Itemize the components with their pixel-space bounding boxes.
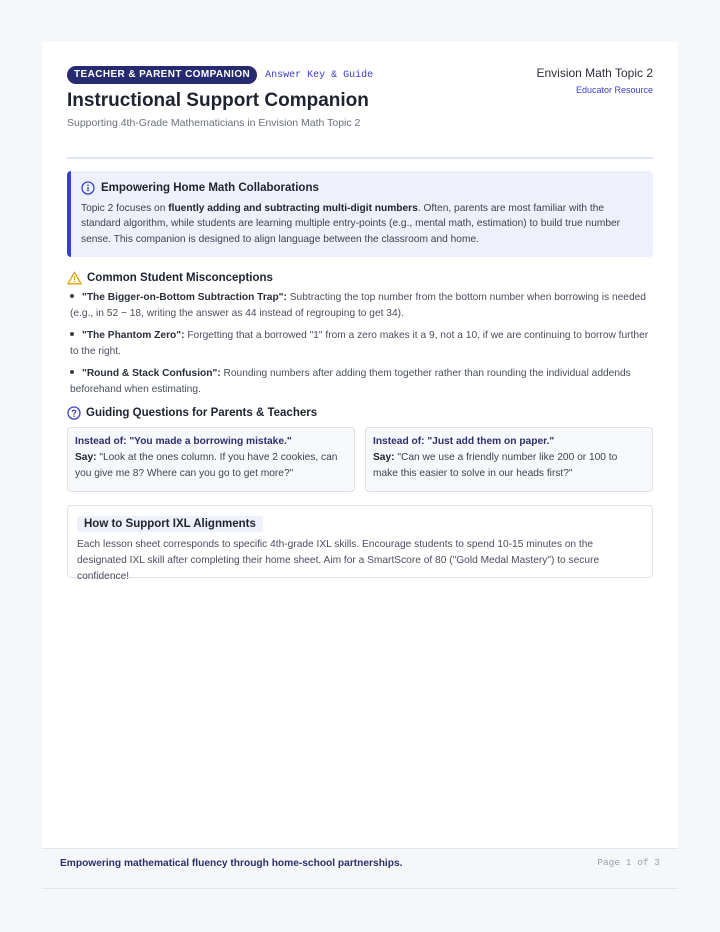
misconception-text: Subtracting the top number from the bottom number when borrowing is needed (e.g., in 52 − 18, writing the answer as 44 instead of regrouping to get 34).	[70, 292, 646, 319]
guiding-card	[67, 427, 355, 492]
say-text	[373, 450, 645, 482]
callout-text-pre: Topic 2 focuses on	[81, 203, 169, 214]
page-number: Page 1 of 3	[597, 857, 660, 868]
misconception-text: Forgetting that a borrowed "1" from a zero makes it a 9, not a 10, if we are continuing to borrow further to the right.	[70, 330, 649, 357]
say-content: "Look at the ones column. If you have 2 cookies, can you give me 8? Where can you go to get more?"	[75, 452, 338, 479]
info-icon	[81, 181, 95, 195]
callout-text-post: . Often, parents are most familiar with the standard algorithm, while students are learning multiple entry-points (e.g., mental math, estimation) to build true number sense. This companion is designed to align language between the classroom and home.	[81, 203, 621, 245]
footer-divider	[42, 888, 678, 889]
guiding-card	[365, 427, 653, 492]
page-footer	[42, 849, 678, 889]
list-item	[67, 366, 653, 398]
instead-of-text: Instead of: "You made a borrowing mistake."	[75, 436, 292, 447]
guiding-questions-section	[67, 405, 653, 492]
companion-badge: TEACHER & PARENT COMPANION	[67, 66, 257, 84]
say-label: Say:	[373, 452, 395, 463]
footer-slogan: Empowering mathematical fluency through home-school partnerships.	[60, 858, 403, 869]
misconception-title: "The Bigger-on-Bottom Subtraction Trap":	[82, 292, 287, 303]
ixl-body: Each lesson sheet corresponds to specific 4th-grade IXL skills. Encourage students to spend 10-15 minutes on the designated IXL skill after completing their home sheet. Aim for a SmartScore of 80 ("Gold Medal Mastery") to secure confidence!	[77, 539, 600, 582]
warning-icon	[67, 271, 82, 285]
misconceptions-heading: Common Student Misconceptions	[87, 272, 273, 284]
say-text	[75, 450, 347, 482]
resource-label: Educator Resource	[575, 85, 653, 95]
question-icon	[67, 406, 81, 420]
topic-label: Envision Math Topic 2	[536, 66, 653, 80]
ixl-section	[67, 505, 653, 582]
misconception-title: "The Phantom Zero":	[82, 330, 185, 341]
topic-block	[536, 66, 653, 95]
page-title: Instructional Support Companion	[67, 90, 369, 111]
collaboration-callout	[67, 171, 653, 257]
misconception-title: "Round & Stack Confusion":	[82, 368, 221, 379]
misconception-text: Rounding numbers after adding them together rather than rounding the individual addends beforehand when estimating.	[70, 368, 631, 395]
document-header	[67, 66, 653, 159]
say-content: "Can we use a friendly number like 200 or 100 to make this easier to solve in our heads first?"	[373, 452, 618, 479]
say-label: Say:	[75, 452, 97, 463]
guiding-heading: Guiding Questions for Parents & Teachers	[86, 407, 318, 419]
callout-heading: Empowering Home Math Collaborations	[101, 182, 319, 194]
list-item	[67, 328, 653, 360]
document-page	[42, 42, 678, 848]
misconceptions-list	[67, 290, 653, 398]
callout-body	[81, 201, 641, 247]
misconceptions-section	[67, 270, 653, 398]
ixl-heading: How to Support IXL Alignments	[77, 516, 263, 532]
list-item	[67, 290, 653, 322]
callout-text-bold: fluently adding and subtracting multi-digit numbers	[168, 203, 418, 214]
answer-key-label: Answer Key & Guide	[265, 69, 374, 81]
instead-of-text: Instead of: "Just add them on paper."	[373, 436, 555, 447]
page-subtitle: Supporting 4th-Grade Mathematicians in Envision Math Topic 2	[67, 117, 361, 129]
